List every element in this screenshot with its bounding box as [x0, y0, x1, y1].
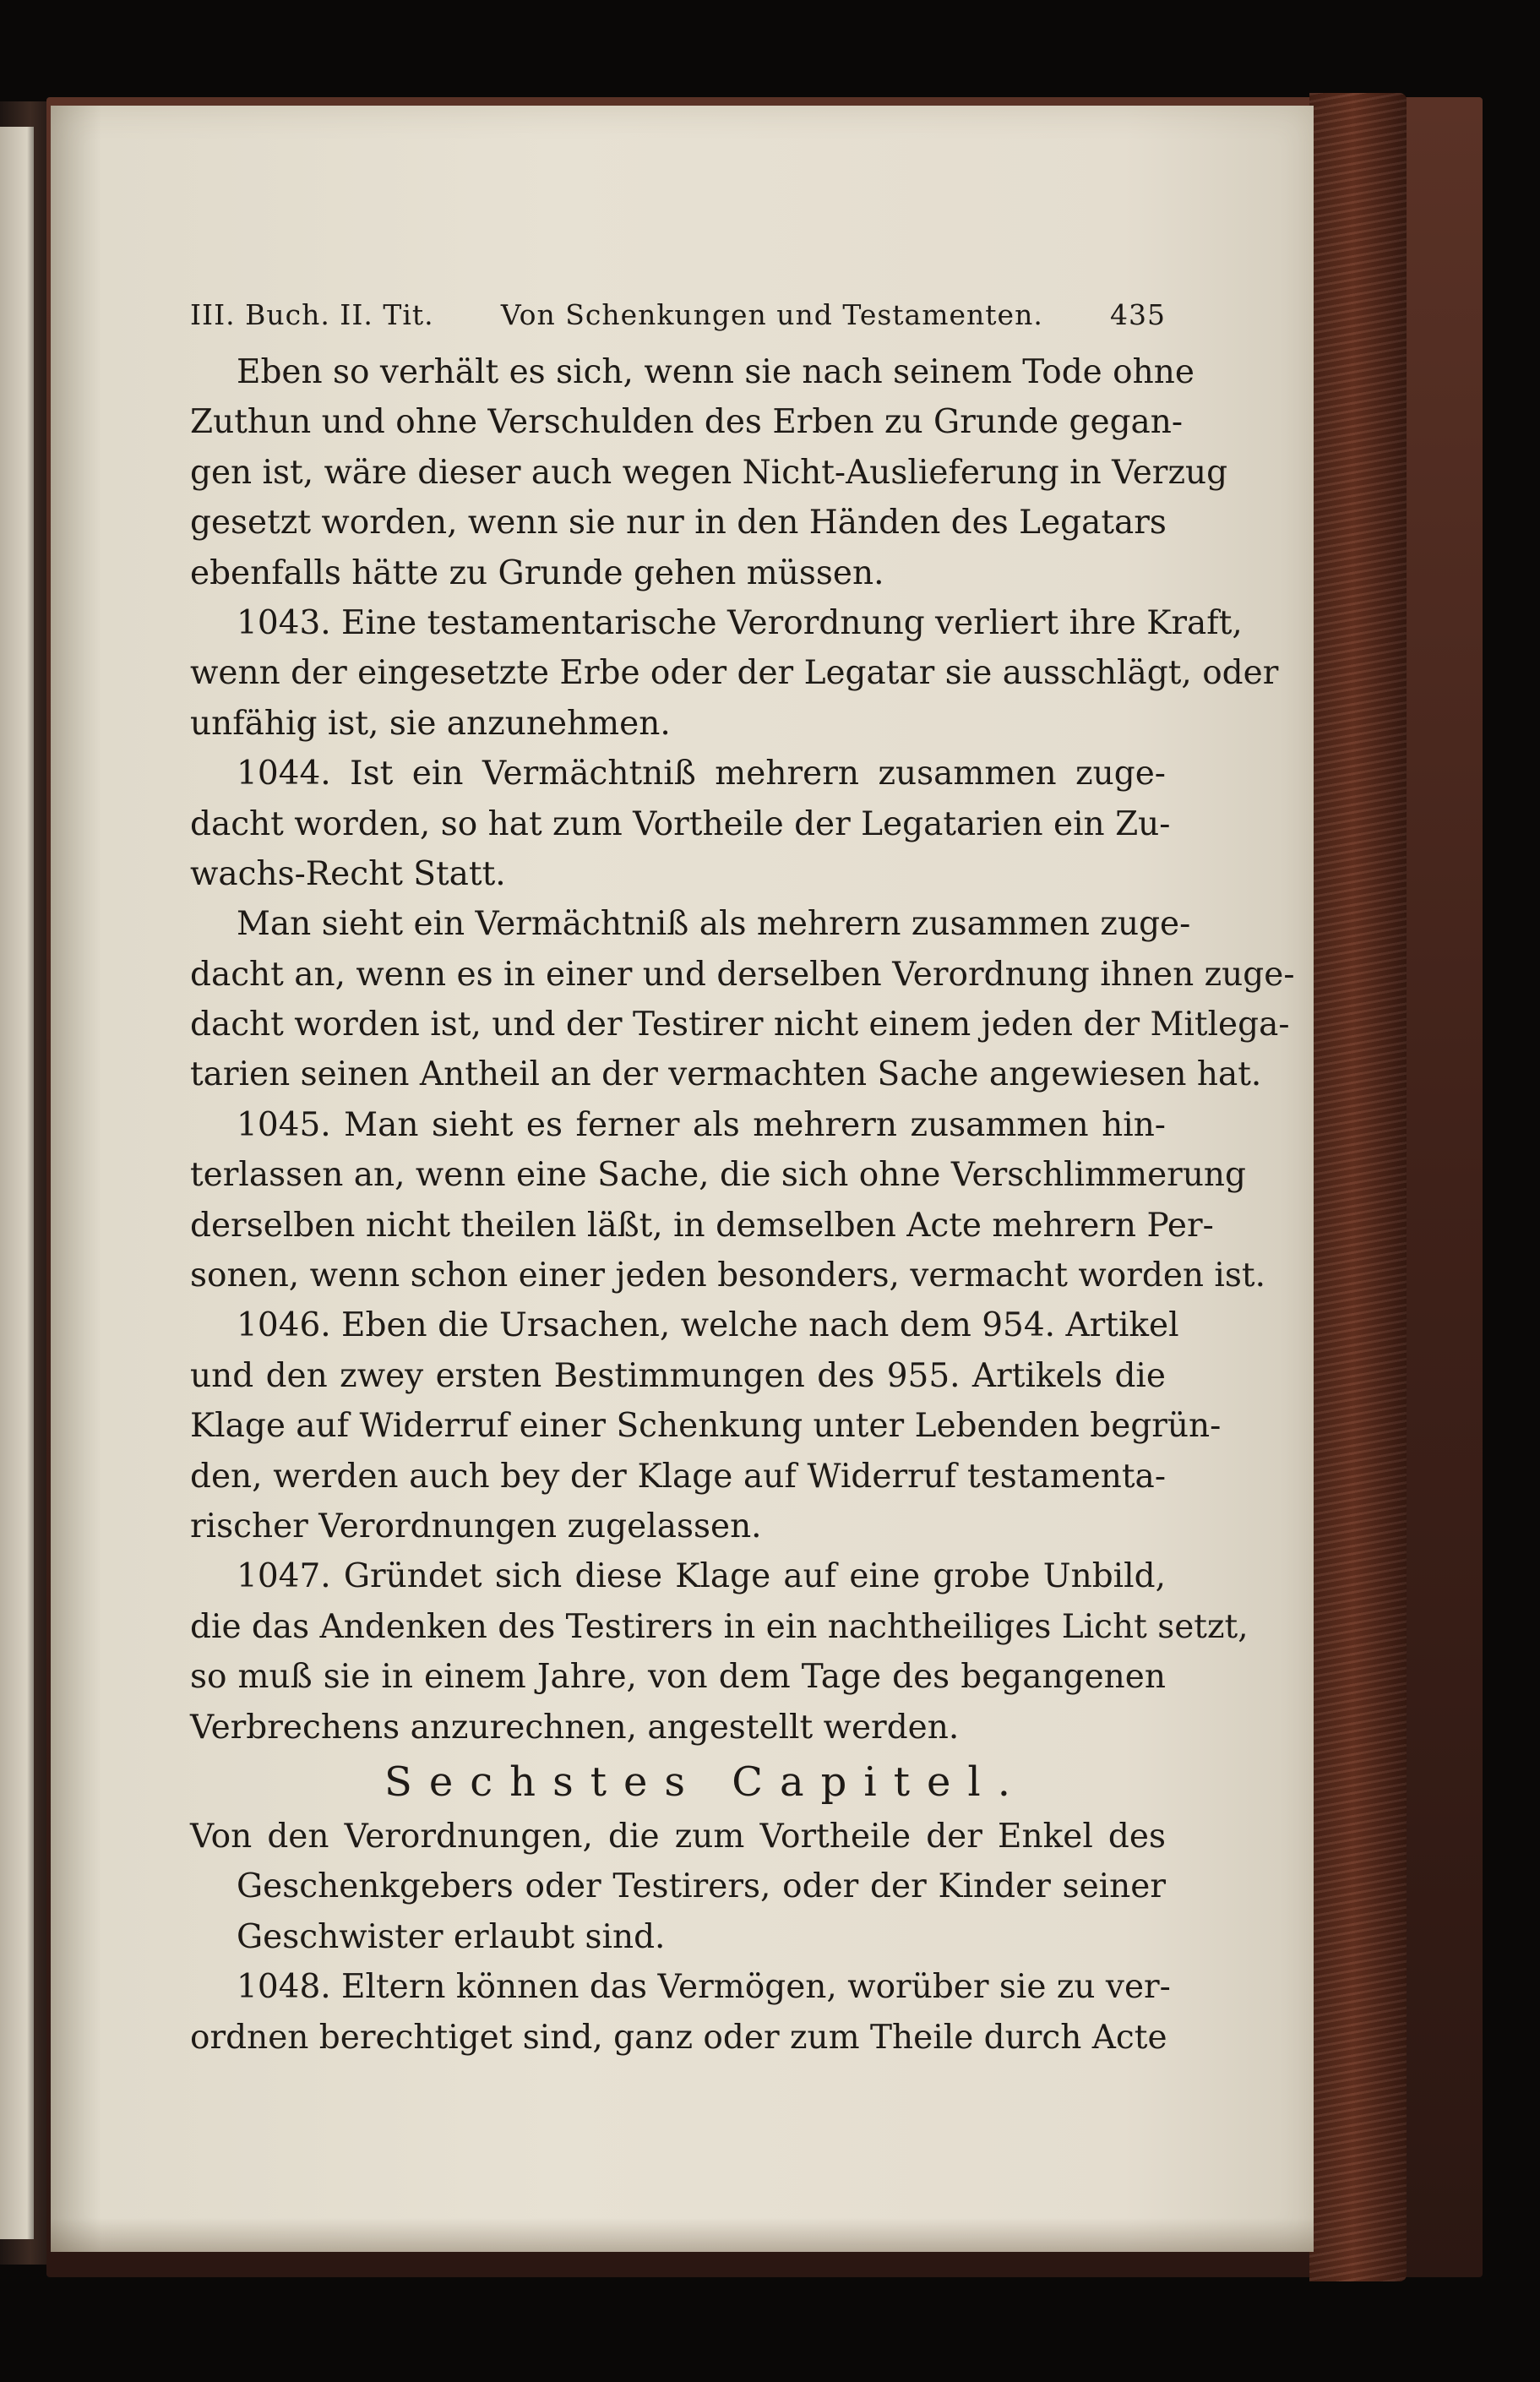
text-line: so muß sie in einem Jahre, von dem Tage des begangenen: [190, 1658, 1166, 1697]
text-line: Zuthun und ohne Verschulden des Erben zu Grunde gegan-: [190, 403, 1184, 442]
header-book-title: III. Buch. II. Tit.: [190, 298, 434, 331]
text-line: gesetzt worden, wenn sie nur in den Händen des Legatars: [190, 504, 1167, 542]
chapter-subtitle-line: Geschwister erlaubt sind.: [237, 1917, 666, 1956]
text-line: den, werden auch bey der Klage auf Widerruf testamenta-: [190, 1457, 1166, 1496]
text-line: ordnen berechtiget sind, ganz oder zum Theile durch Acte: [190, 2018, 1167, 2057]
text-line: sonen, wenn schon einer jeden besonders, vermacht worden ist.: [190, 1256, 1265, 1295]
article-1045: 1045. Man sieht es ferner als mehrern zusammen hin-: [237, 1105, 1166, 1144]
book-page: [51, 106, 1314, 2252]
text-line: Verbrechens anzurechnen, angestellt werden.: [190, 1708, 960, 1747]
text-line: Man sieht ein Vermächtniß als mehrern zusammen zuge-: [237, 905, 1191, 944]
text-line: ebenfalls hätte zu Grunde gehen müssen.: [190, 553, 884, 592]
text-line: unfähig ist, sie anzunehmen.: [190, 704, 671, 743]
article-1044: 1044. Ist ein Vermächtniß mehrern zusammen zuge-: [237, 755, 1166, 793]
text-line: Klage auf Widerruf einer Schenkung unter Lebenden begrün-: [190, 1407, 1222, 1446]
running-header: [190, 298, 1166, 347]
article-1046: 1046. Eben die Ursachen, welche nach dem 954. Artikel: [237, 1306, 1179, 1345]
article-1047: 1047. Gründet sich diese Klage auf eine grobe Unbild,: [237, 1557, 1166, 1596]
chapter-heading: Sechstes Capitel.: [384, 1758, 1028, 1806]
text-line: rischer Verordnungen zugelassen.: [190, 1507, 762, 1545]
text-line: Eben so verhält es sich, wenn sie nach seinem Tode ohne: [237, 353, 1194, 391]
chapter-subtitle-line: Geschenkgebers oder Testirers, oder der Kinder seiner: [237, 1867, 1166, 1906]
header-section-title: Von Schenkungen und Testamenten.: [500, 298, 1043, 331]
text-line: gen ist, wäre dieser auch wegen Nicht-Auslieferung in Verzug: [190, 453, 1228, 492]
text-line: terlassen an, wenn eine Sache, die sich ohne Verschlimmerung: [190, 1156, 1247, 1195]
text-line: dacht worden, so hat zum Vortheile der Legatarien ein Zu-: [190, 804, 1171, 843]
page-number: 435: [1109, 298, 1166, 331]
text-line: wachs-Recht Statt.: [190, 854, 506, 893]
text-line: und den zwey ersten Bestimmungen des 955. Artikels die: [190, 1356, 1166, 1395]
page-text: [190, 298, 1295, 2063]
text-line: dacht worden ist, und der Testirer nicht einem jeden der Mitlega-: [190, 1006, 1290, 1044]
text-line: die das Andenken des Testirers in ein nachtheiliges Licht setzt,: [190, 1607, 1249, 1646]
right-cover-edge: [1309, 93, 1407, 2281]
text-line: dacht an, wenn es in einer und derselben Verordnung ihnen zuge-: [190, 955, 1295, 994]
left-page-edge: [0, 127, 34, 2239]
text-line: derselben nicht theilen läßt, in demselben Acte mehrern Per-: [190, 1206, 1214, 1245]
text-line: tarien seinen Antheil an der vermachten Sache angewiesen hat.: [190, 1055, 1262, 1094]
chapter-subtitle-line: Von den Verordnungen, die zum Vortheile der Enkel des: [190, 1817, 1166, 1856]
article-1043: 1043. Eine testamentarische Verordnung verliert ihre Kraft,: [237, 603, 1243, 642]
article-1048: 1048. Eltern können das Vermögen, worüber sie zu ver-: [237, 1968, 1171, 2007]
text-line: wenn der eingesetzte Erbe oder der Legatar sie ausschlägt, oder: [190, 654, 1279, 693]
